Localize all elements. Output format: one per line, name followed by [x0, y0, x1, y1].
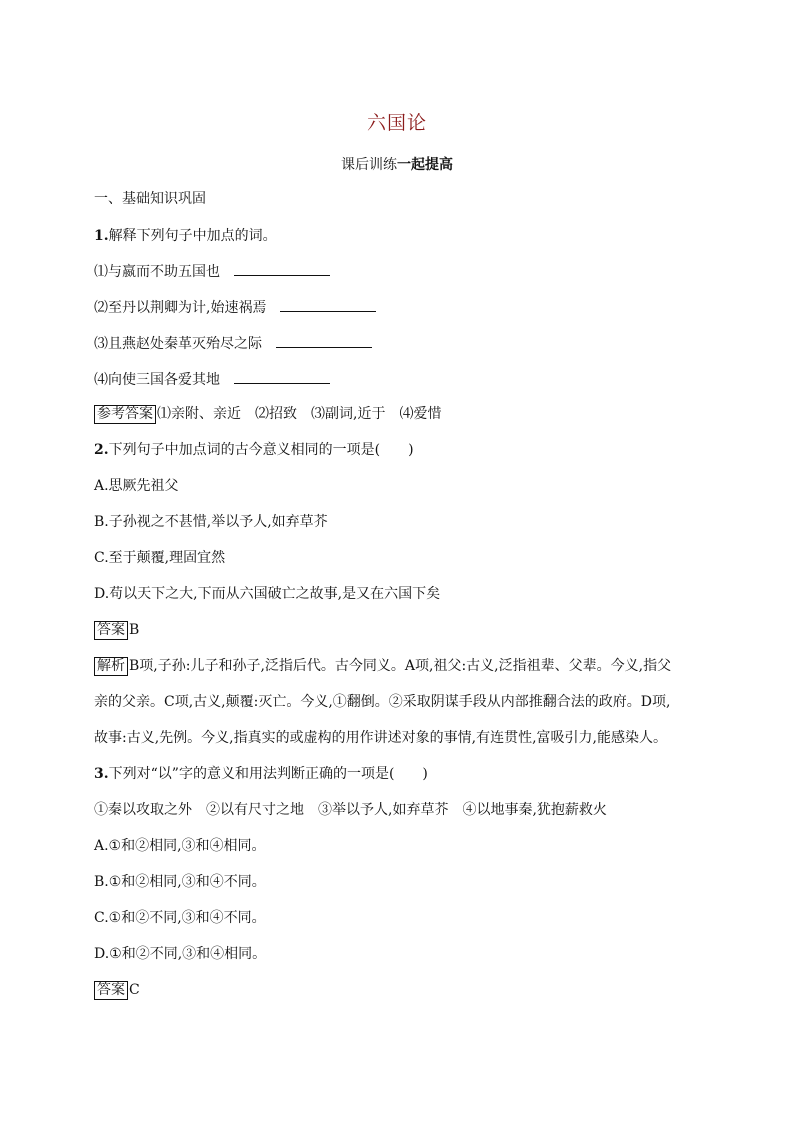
answer-blank[interactable]: [234, 261, 330, 276]
question-number: 3.: [94, 766, 109, 782]
q2-option-d: D.苟以天下之大,下而从六国破亡之故事,是又在六国下矣: [94, 586, 441, 602]
question-2: [94, 440, 414, 460]
analysis-text: B项,子孙:儿子和孙子,泛指后代。古今同义。A项,祖父:古义,泛指祖辈、父辈。今义,指父: [129, 658, 672, 674]
item-text: ⑴与嬴而不助五国也: [94, 264, 220, 280]
answer-text: C: [129, 982, 140, 998]
answer-label: 答案: [94, 981, 128, 1000]
answer-blank[interactable]: [280, 297, 376, 312]
q2-option-a: A.思厥先祖父: [94, 478, 179, 494]
q1-item-4: [94, 369, 330, 390]
q1-item-2: [94, 297, 376, 318]
answer-text: B: [129, 622, 140, 638]
q2-answer: [94, 620, 139, 640]
q3-option-b: B.①和②相同,③和④不同。: [94, 874, 266, 890]
q3-option-c: C.①和②不同,③和④不同。: [94, 910, 266, 926]
subtitle-normal: 课后训练: [341, 157, 397, 173]
question-number: 1.: [94, 228, 109, 244]
answer-label: 答案: [94, 621, 128, 640]
answer-blank[interactable]: [234, 369, 330, 384]
section-heading: 一、基础知识巩固: [94, 191, 206, 207]
q1-answer: [94, 404, 441, 424]
item-text: ⑵至丹以荆卿为计,始速祸焉: [94, 300, 267, 316]
q2-analysis-line-3: 故事:古义,先例。今义,指真实的或虚构的用作讲述对象的事情,有连贯性,富吸引力,能感染人。: [94, 730, 667, 746]
q3-sentences: ①秦以攻取之外 ②以有尺寸之地 ③举以予人,如弃草芥 ④以地事秦,犹抱薪救火: [94, 802, 607, 818]
subtitle-strong: 一起提高: [397, 157, 453, 173]
q2-analysis-line-2: 亲的父亲。C项,古义,颠覆:灭亡。今义,①翻倒。②采取阴谋手段从内部推翻合法的政府。D项,: [94, 694, 671, 710]
answer-label: 参考答案: [94, 405, 156, 424]
question-text: 解释下列句子中加点的词。: [108, 228, 277, 244]
question-text: 下列句子中加点词的古今意义相同的一项是( ): [108, 442, 414, 458]
q2-option-b: B.子孙视之不甚惜,举以予人,如弃草芥: [94, 514, 328, 530]
q2-option-c: C.至于颠覆,理固宜然: [94, 550, 226, 566]
question-text: 下列对“以”字的意义和用法判断正确的一项是( ): [108, 766, 428, 782]
document-title: 六国论: [366, 112, 427, 134]
question-number: 2.: [94, 442, 109, 458]
question-3: [94, 764, 428, 784]
q3-option-d: D.①和②不同,③和④相同。: [94, 946, 267, 962]
q3-answer: [94, 980, 140, 1000]
q1-item-1: [94, 261, 330, 282]
item-text: ⑶且燕赵处秦革灭殆尽之际: [94, 336, 262, 352]
document-subtitle: [0, 154, 794, 174]
analysis-label: 解析: [94, 657, 128, 676]
answer-blank[interactable]: [276, 333, 372, 348]
question-1: [94, 226, 277, 246]
q3-option-a: A.①和②相同,③和④相同。: [94, 838, 266, 854]
item-text: ⑷向使三国各爱其地: [94, 372, 220, 388]
q2-analysis-line-1: [94, 656, 671, 676]
answer-text: ⑴亲附、亲近 ⑵招致 ⑶副词,近于 ⑷爱惜: [157, 406, 442, 422]
q1-item-3: [94, 333, 372, 354]
